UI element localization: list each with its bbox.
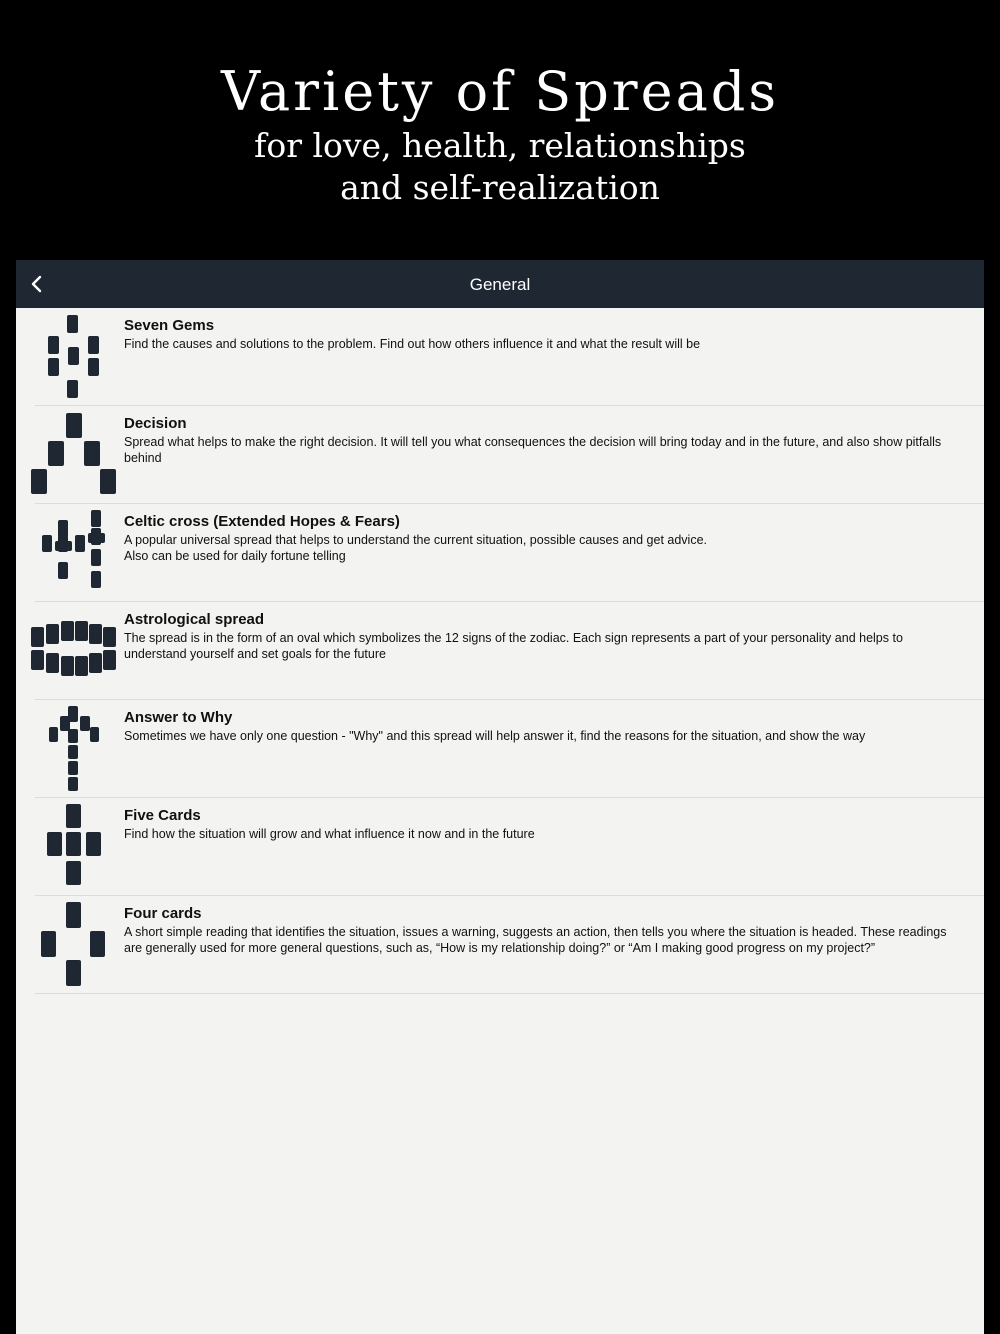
tarot-card-icon [75,656,88,676]
promo-subtitle-1: for love, health, relationships [254,126,746,165]
tarot-card-icon [66,960,81,986]
tarot-card-icon [68,777,78,791]
spread-name: Four cards [124,905,202,922]
spread-item[interactable] [16,406,984,504]
tarot-card-icon [68,745,78,759]
spreads-screen [16,260,984,1334]
tarot-card-icon [55,541,72,551]
tarot-card-icon [31,469,47,494]
spread-layout-icon [30,896,122,994]
tarot-card-icon [67,380,78,398]
tarot-card-icon [100,469,116,494]
spread-name: Seven Gems [124,317,215,334]
spread-name: Celtic cross (Extended Hopes & Fears) [124,513,400,530]
tarot-card-icon [31,650,44,670]
spread-layout-icon [30,602,122,700]
tarot-card-icon [42,535,52,552]
tarot-card-icon [68,347,79,365]
spread-name: Decision [124,415,187,432]
tarot-card-icon [80,716,90,731]
tarot-card-icon [103,627,116,647]
promo-header [0,0,1000,260]
spread-description: Find how the situation will grow and what influence it now and in the future [124,827,535,841]
tarot-card-icon [49,727,58,742]
tarot-card-icon [58,562,68,579]
spread-item[interactable] [16,504,984,602]
tarot-card-icon [67,315,78,333]
spread-description: Find the causes and solutions to the problem. Find out how others influence it and what the result will be [124,337,701,351]
spread-layout-icon [30,700,122,798]
nav-title: General [469,275,531,294]
spread-item[interactable] [16,602,984,700]
spread-description: Spread what helps to make the right decision. It will tell you what consequences the decision will bring today and in the future, and also show pitfalls behind [124,435,942,465]
spread-layout-icon [30,798,122,896]
spread-description: The spread is in the form of an oval which symbolizes the 12 signs of the zodiac. Each sign represents a part of your personality and helps to understand yourself and set goals for the future [124,631,903,661]
tarot-card-icon [68,761,78,775]
tarot-card-icon [48,336,59,354]
spread-name: Five Cards [124,807,201,824]
tarot-card-icon [91,549,101,566]
spread-description: A short simple reading that identifies the situation, issues a warning, suggests an action, then tells you where the situation is headed. These readings are generally used for more general questions, such as, “How is my relationship doing?” or “Am I making good progress on my project?” [124,925,947,955]
tarot-card-icon [88,358,99,376]
tarot-card-icon [75,621,88,641]
nav-bar [16,260,984,308]
tarot-card-icon [89,653,102,673]
tarot-card-icon [48,441,64,466]
tarot-card-icon [41,931,56,957]
promo-subtitle-2: and self-realization [340,168,660,207]
spread-name: Astrological spread [124,611,265,628]
tarot-card-icon [66,832,81,856]
tarot-card-icon [48,358,59,376]
spread-item[interactable] [16,896,984,994]
spread-layout-icon [30,308,122,406]
tarot-card-icon [61,656,74,676]
tarot-card-icon [61,621,74,641]
tarot-card-icon [84,441,100,466]
tarot-card-icon [90,931,105,957]
tarot-card-icon [91,510,101,527]
spread-item[interactable] [16,308,984,406]
tarot-card-icon [90,727,99,742]
tarot-card-icon [86,832,101,856]
tarot-card-icon [66,861,81,885]
tarot-card-icon [46,653,59,673]
tarot-card-icon [47,832,62,856]
tarot-card-icon [66,902,81,928]
spread-description: Sometimes we have only one question - "Why" and this spread will help answer it, find the reasons for the situation, and show the way [124,729,866,743]
tarot-card-icon [75,535,85,552]
tarot-card-icon [91,571,101,588]
tarot-card-icon [103,650,116,670]
spread-layout-icon [30,504,122,602]
tarot-card-icon [88,336,99,354]
tarot-card-icon [31,627,44,647]
spread-layout-icon [30,406,122,504]
spread-item[interactable] [16,798,984,896]
tarot-card-icon [68,729,78,743]
tarot-card-icon [66,413,82,438]
tarot-card-icon [66,804,81,828]
spread-name: Answer to Why [124,709,233,726]
tarot-card-icon [88,533,105,543]
spread-description: A popular universal spread that helps to understand the current situation, possible causes and get advice. Also can be used for daily fortune telling [124,533,708,563]
tarot-card-icon [89,624,102,644]
spread-list [16,308,984,994]
tarot-card-icon [46,624,59,644]
spread-item[interactable] [16,700,984,798]
promo-title: Variety of Spreads [220,60,780,123]
